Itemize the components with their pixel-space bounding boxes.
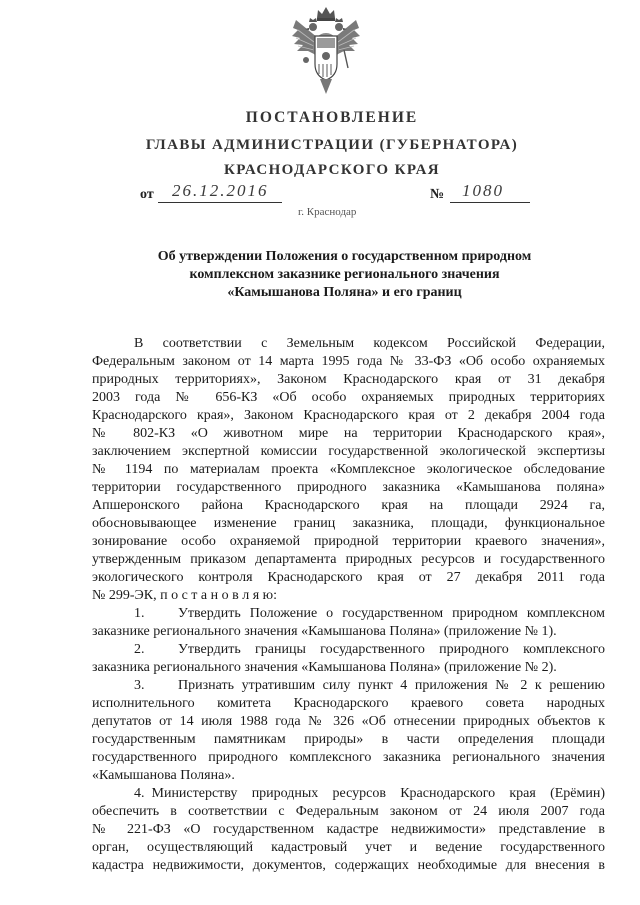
title-line: комплексном заказнике регионального значения <box>189 267 500 282</box>
document-title <box>88 248 601 302</box>
number-underline <box>450 202 530 203</box>
item-line: «Камышанова Поляна». <box>92 768 235 783</box>
coat-of-arms-emblem <box>288 6 364 98</box>
item-line: кадастра недвижимости, документов, содержащих необходимые для внесения в <box>92 858 605 873</box>
preamble-line: заключением экспертной комиссии государственной экологической экспертизы <box>92 444 605 459</box>
preamble-line: зонирование особо охраняемой природной территории краевого значения», <box>92 534 605 549</box>
preamble-line: Федеральным законом от 14 марта 1995 года № 33-ФЗ «Об особо охраняемых <box>92 354 605 369</box>
item-line: заказнике регионального значения «Камышанова Поляна» (приложение № 1). <box>92 624 557 639</box>
item-line: государственным памятникам природы» в части определения площади <box>92 732 605 747</box>
preamble-line: Апшеронского района Краснодарского края на площади 2924 га, <box>92 498 605 513</box>
list-item-4 <box>92 785 605 803</box>
date-value: 26.12.2016 <box>172 181 269 200</box>
document-body <box>92 335 605 875</box>
item-line: орган, осуществляющий кадастровый учет и ведение государственного <box>92 840 605 855</box>
item-line: обеспечить в соответствии с Федеральным законом от 24 июля 2007 года <box>92 804 605 819</box>
item-line: исполнительного комитета Краснодарского краевого совета народных <box>92 696 605 711</box>
list-item-3 <box>92 677 605 695</box>
document-type-heading: ПОСТАНОВЛЕНИЕ <box>245 109 419 126</box>
preamble-line: № 1194 по материалам проекта «Комплексное экологическое обследование <box>92 462 605 477</box>
title-line: «Камышанова Поляна» и его границ <box>227 285 462 300</box>
crown-shape <box>317 7 335 21</box>
preamble-line: территории государственного природного заказника «Камышанова поляна» <box>92 480 605 495</box>
preamble-line: 2003 года № 656-КЗ «Об особо охраняемых природных территориях <box>92 390 605 405</box>
title-line: Об утверждении Положения о государственном природном <box>157 249 532 264</box>
number-value: 1080 <box>462 181 504 200</box>
city-label: г. Краснодар <box>298 206 357 218</box>
item-line: Утвердить границы государственного природного комплексного <box>178 642 605 657</box>
item-number: 3. <box>134 678 145 693</box>
item-line: государственного природного комплексного заказника регионального значения <box>92 750 605 765</box>
preamble-line: В соответствии с Земельным кодексом Российской Федерации, <box>134 336 605 351</box>
date-underline <box>158 202 282 203</box>
number-label: № <box>430 187 445 202</box>
authority-heading: ГЛАВЫ АДМИНИСТРАЦИИ (ГУБЕРНАТОРА) <box>145 137 519 153</box>
item-line: депутатов от 14 июля 1988 года № 326 «Об отнесении природных объектов к <box>92 714 605 729</box>
preamble-line: Краснодарского края», Законом Краснодарского края от 2 декабря 2004 года <box>92 408 605 423</box>
list-item-1 <box>92 605 605 623</box>
region-heading: КРАСНОДАРСКОГО КРАЯ <box>223 162 441 178</box>
item-number: 2. <box>134 642 145 657</box>
preamble-line: № 802-КЗ «О животном мире на территории Краснодарского края», <box>92 426 605 441</box>
item-line: Министерству природных ресурсов Краснодарского края (Ерёмин) <box>151 786 605 801</box>
item-line: № 221-ФЗ «О государственном кадастре недвижимости» представление в <box>92 822 605 837</box>
preamble-line: обосновывающее изменение границ заказника, площади, функциональное <box>92 516 605 531</box>
date-label: от <box>140 187 154 202</box>
preamble-line: утвержденным приказом департамента природных ресурсов и государственного <box>92 552 605 567</box>
item-line: Утвердить Положение о государственном природном комплексном <box>178 606 605 621</box>
item-line: Признать утратившим силу пункт 4 приложения № 2 к решению <box>178 678 605 693</box>
list-item-2 <box>92 641 605 659</box>
preamble-line: природных территориях», Законом Краснодарского края от 31 декабря <box>92 372 605 387</box>
item-number: 1. <box>134 606 145 621</box>
item-line: заказника регионального значения «Камышанова Поляна» (приложение № 2). <box>92 660 557 675</box>
preamble-line: экологического контроля Краснодарского края от 27 декабря 2011 года <box>92 570 605 585</box>
preamble-line: № 299-ЭК, п о с т а н о в л я ю: <box>92 588 278 603</box>
item-number: 4. <box>134 786 145 801</box>
shield-shape <box>315 36 337 80</box>
